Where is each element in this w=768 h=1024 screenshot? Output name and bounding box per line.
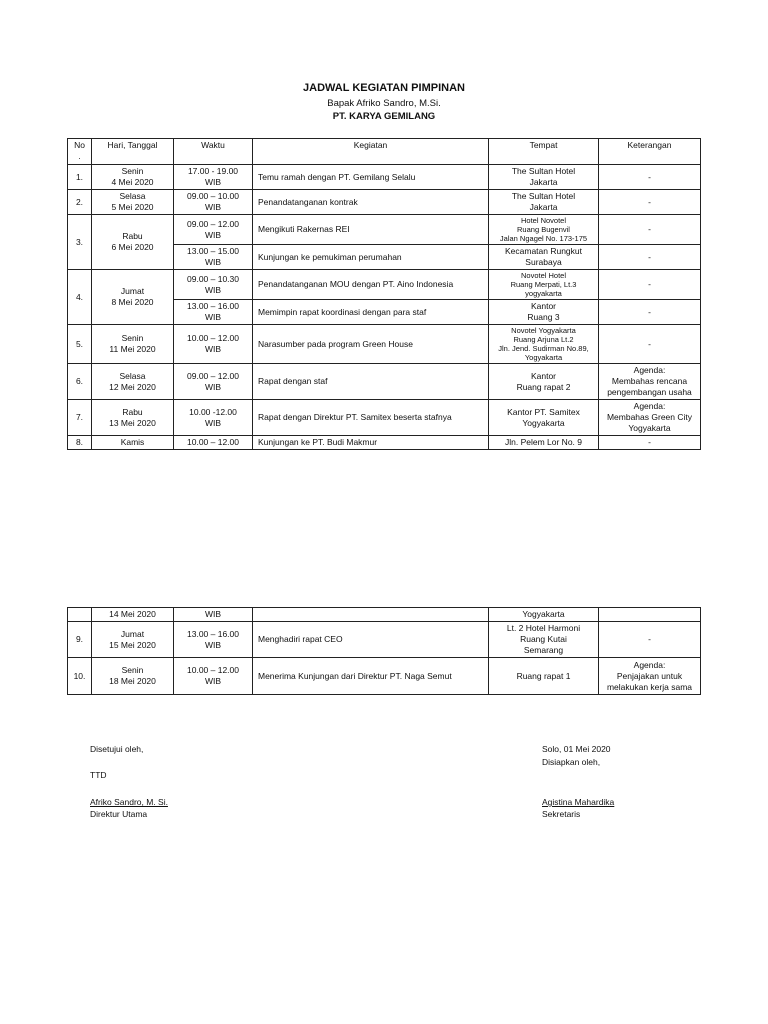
col-header-place: Tempat	[489, 139, 599, 165]
row-number	[68, 608, 92, 622]
col-header-no: No .	[68, 139, 92, 165]
row-number: 8.	[68, 436, 92, 450]
table-row	[68, 400, 701, 436]
row-place: Kecamatan Rungkut Surabaya	[489, 245, 599, 270]
row-activity: Menghadiri rapat CEO	[253, 622, 489, 658]
row-time: 10.00 – 12.00	[174, 436, 253, 450]
table-row	[68, 608, 701, 622]
row-note: Agenda: Penjajakan untuk melakukan kerja sama	[599, 658, 701, 695]
person-name: Bapak Afriko Sandro, M.Si.	[327, 98, 441, 109]
row-day-date: Kamis	[92, 436, 174, 450]
ttd-label: TTD	[90, 770, 107, 780]
row-time: 13.00 – 16.00 WIB	[174, 622, 253, 658]
row-time: 13.00 – 16.00 WIB	[174, 300, 253, 325]
row-note	[599, 608, 701, 622]
col-header-note: Keterangan	[599, 139, 701, 165]
place-date: Solo, 01 Mei 2020	[542, 744, 611, 754]
table-row	[68, 165, 701, 190]
approved-by-label: Disetujui oleh,	[90, 744, 144, 754]
table-row	[68, 436, 701, 450]
row-time: 09.00 – 10.00 WIB	[174, 190, 253, 215]
row-time: 17.00 - 19.00 WIB	[174, 165, 253, 190]
row-time: WIB	[174, 608, 253, 622]
table-row	[68, 658, 701, 695]
row-activity: Menerima Kunjungan dari Direktur PT. Naga Semut	[253, 658, 489, 695]
row-place: The Sultan Hotel Jakarta	[489, 190, 599, 215]
row-activity: Penandatanganan kontrak	[253, 190, 489, 215]
row-note: Agenda: Membahas rencana pengembangan usaha	[599, 364, 701, 400]
row-day-date: 14 Mei 2020	[92, 608, 174, 622]
row-time: 10.00 -12.00 WIB	[174, 400, 253, 436]
row-activity: Kunjungan ke pemukiman perumahan	[253, 245, 489, 270]
row-activity: Narasumber pada program Green House	[253, 325, 489, 364]
row-place: Yogyakarta	[489, 608, 599, 622]
row-place: Kantor PT. Samitex Yogyakarta	[489, 400, 599, 436]
row-note: -	[599, 215, 701, 245]
row-number: 2.	[68, 190, 92, 215]
row-activity: Mengikuti Rakernas REI	[253, 215, 489, 245]
row-activity: Memimpin rapat koordinasi dengan para staf	[253, 300, 489, 325]
row-day-date: Jumat 15 Mei 2020	[92, 622, 174, 658]
col-header-activity: Kegiatan	[253, 139, 489, 165]
row-activity: Rapat dengan staf	[253, 364, 489, 400]
row-time: 10.00 – 12.00 WIB	[174, 658, 253, 695]
approver-title: Direktur Utama	[90, 809, 148, 819]
row-day-date: Selasa 12 Mei 2020	[92, 364, 174, 400]
row-note: -	[599, 270, 701, 300]
row-place: Hotel Novotel Ruang Bugenvil Jalan Ngagel No. 173-175	[489, 215, 599, 245]
row-place: Novotel Yogyakarta Ruang Arjuna Lt.2 Jln. Jend. Sudirman No.89, Yogyakarta	[489, 325, 599, 364]
schedule-table-continued	[67, 607, 701, 695]
row-day-date: Senin 11 Mei 2020	[92, 325, 174, 364]
table-row	[68, 215, 701, 245]
row-number: 4.	[68, 270, 92, 325]
company-name: PT. KARYA GEMILANG	[332, 111, 436, 122]
row-activity: Kunjungan ke PT. Budi Makmur	[253, 436, 489, 450]
preparer-title: Sekretaris	[542, 809, 581, 819]
row-activity: Rapat dengan Direktur PT. Samitex beserta stafnya	[253, 400, 489, 436]
row-activity	[253, 608, 489, 622]
row-note: -	[599, 300, 701, 325]
row-note: Agenda: Membahas Green City Yogyakarta	[599, 400, 701, 436]
row-number: 6.	[68, 364, 92, 400]
row-note: -	[599, 436, 701, 450]
document-title: JADWAL KEGIATAN PIMPINAN	[303, 82, 465, 94]
row-time: 09.00 – 12.00 WIB	[174, 215, 253, 245]
row-number: 5.	[68, 325, 92, 364]
prepared-by-label: Disiapkan oleh,	[542, 757, 601, 767]
row-place: Ruang rapat 1	[489, 658, 599, 695]
row-number: 3.	[68, 215, 92, 270]
row-day-date: Senin 18 Mei 2020	[92, 658, 174, 695]
table-row	[68, 364, 701, 400]
row-activity: Temu ramah dengan PT. Gemilang Selalu	[253, 165, 489, 190]
row-time: 09.00 – 12.00 WIB	[174, 364, 253, 400]
row-place: Novotel Hotel Ruang Merpati, Lt.3 yogyakarta	[489, 270, 599, 300]
preparer-name: Agistina Mahardika	[542, 797, 615, 807]
row-place: Lt. 2 Hotel Harmoni Ruang Kutai Semarang	[489, 622, 599, 658]
row-place: Kantor Ruang 3	[489, 300, 599, 325]
row-time: 13.00 – 15.00 WIB	[174, 245, 253, 270]
row-number: 10.	[68, 658, 92, 695]
col-header-time: Waktu	[174, 139, 253, 165]
col-header-day: Hari, Tanggal	[92, 139, 174, 165]
row-number: 7.	[68, 400, 92, 436]
row-number: 1.	[68, 165, 92, 190]
row-place: Jln. Pelem Lor No. 9	[489, 436, 599, 450]
row-day-date: Jumat 8 Mei 2020	[92, 270, 174, 325]
row-day-date: Rabu 13 Mei 2020	[92, 400, 174, 436]
row-day-date: Senin 4 Mei 2020	[92, 165, 174, 190]
approver-name: Afriko Sandro, M. Si.	[90, 797, 168, 807]
table-header-row	[68, 139, 701, 165]
schedule-table	[67, 138, 701, 450]
row-time: 09.00 – 10.30 WIB	[174, 270, 253, 300]
row-time: 10.00 – 12.00 WIB	[174, 325, 253, 364]
row-number: 9.	[68, 622, 92, 658]
row-note: -	[599, 190, 701, 215]
row-note: -	[599, 622, 701, 658]
row-day-date: Selasa 5 Mei 2020	[92, 190, 174, 215]
table-row	[68, 622, 701, 658]
table-row	[68, 325, 701, 364]
row-note: -	[599, 245, 701, 270]
row-place: The Sultan Hotel Jakarta	[489, 165, 599, 190]
row-note: -	[599, 165, 701, 190]
row-activity: Penandatanganan MOU dengan PT. Aino Indonesia	[253, 270, 489, 300]
table-row	[68, 190, 701, 215]
row-day-date: Rabu 6 Mei 2020	[92, 215, 174, 270]
row-note: -	[599, 325, 701, 364]
row-place: Kantor Ruang rapat 2	[489, 364, 599, 400]
table-row	[68, 270, 701, 300]
